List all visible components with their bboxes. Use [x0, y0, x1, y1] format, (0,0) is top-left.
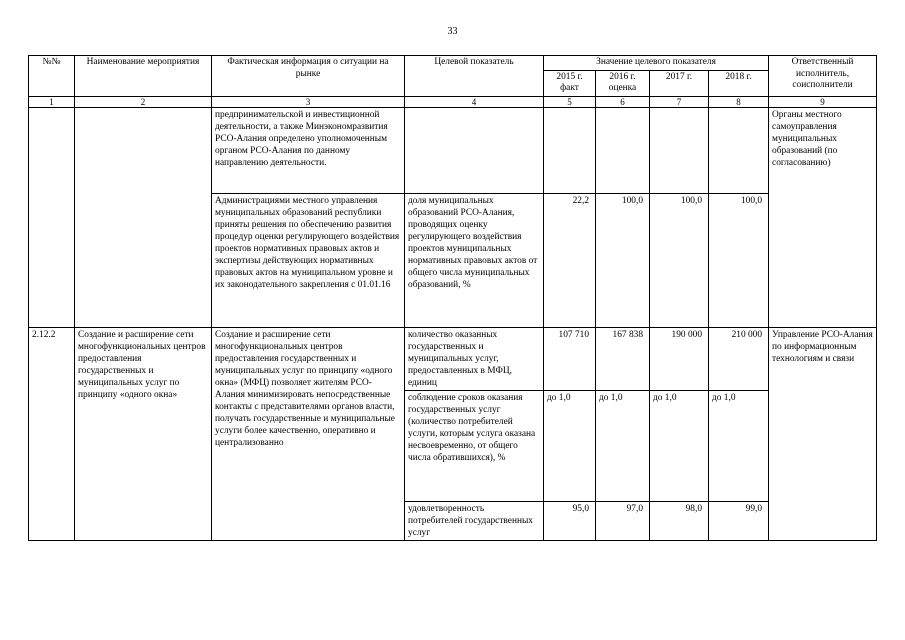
header-indicator: Целевой показатель — [405, 56, 544, 97]
header-2016: 2016 г. оценка — [596, 70, 650, 96]
cell-2015-satisfaction: 95,0 — [544, 501, 596, 540]
column-number: 3 — [212, 96, 405, 107]
measures-table — [28, 55, 877, 541]
cell-2017-empty — [650, 107, 709, 193]
measures-table-wrapper — [28, 55, 876, 560]
cell-responsible-2-12-2: Управление РСО-Алания по информационным технологиям и связи — [769, 327, 877, 540]
cell-num-2-12-2: 2.12.2 — [29, 327, 75, 540]
cell-2017-satisfaction: 98,0 — [650, 501, 709, 540]
cell-2017-municipal: 100,0 — [650, 193, 709, 327]
header-values-group: Значение целевого показателя — [544, 56, 769, 71]
header-2015: 2015 г. факт — [544, 70, 596, 96]
column-number: 1 — [29, 96, 75, 107]
header-info: Фактическая информация о ситуации на рынке — [212, 56, 405, 97]
column-number: 2 — [75, 96, 212, 107]
cell-responsible-municipal: Органы местного самоуправления муниципальных образований (по согласованию) — [769, 107, 877, 327]
cell-2018-satisfaction: 99,0 — [709, 501, 769, 540]
column-number: 4 — [405, 96, 544, 107]
cell-2017-deadlines: до 1,0 — [650, 390, 709, 501]
cell-name-2-12-2: Создание и расширение сети многофункциональных центров предоставления государственных и муниципальных услуг по принципу «одного окна» — [75, 327, 212, 540]
cell-2017-services-count: 190 000 — [650, 327, 709, 390]
cell-indicator-services-count: количество оказанных государственных и муниципальных услуг, предоставленных в МФЦ, единиц — [405, 327, 544, 390]
cell-2016-services-count: 167 838 — [596, 327, 650, 390]
header-responsible: Ответственный исполнитель, соисполнители — [769, 56, 877, 97]
cell-info-municipal: Администрациями местного управления муниципальных образований республики приняты решения по обеспечению развития процедур оценки регулирующего воздействия проектов нормативных правовых актов и экспертизы действующих нормативных правовых актов на муниципальном уровне и их законодательного закрепления с 01.01.16 — [212, 193, 405, 327]
cell-name-empty — [75, 107, 212, 327]
column-number: 7 — [650, 96, 709, 107]
cell-indicator-empty — [405, 107, 544, 193]
cell-2018-empty — [709, 107, 769, 193]
cell-2018-deadlines: до 1,0 — [709, 390, 769, 501]
cell-2016-satisfaction: 97,0 — [596, 501, 650, 540]
header-name: Наименование мероприятия — [75, 56, 212, 97]
column-number: 8 — [709, 96, 769, 107]
column-numbers-row — [29, 96, 877, 107]
column-number: 9 — [769, 96, 877, 107]
cell-info-2-12-2: Создание и расширение сети многофункциональных центров предоставления государственных и муниципальных услуг по принципу «одного окна» (МФЦ) позволяет жителям РСО-Алания минимизировать непосредственные контакты с представителями органов власти, получать государственные и муниципальные услуги более качественно, оперативно и централизованно — [212, 327, 405, 540]
cell-indicator-municipal: доля муниципальных образований РСО-Алания, проводящих оценку регулирующего воздействия проектов муниципальных нормативных правовых актов от общего числа муниципальных образований, % — [405, 193, 544, 327]
cell-num-empty — [29, 107, 75, 327]
cell-info-continuation: предпринимательской и инвестиционной деятельности, а также Минэкономразвития РСО-Алания определено уполномоченным органом РСО-Алания по данному направлению деятельности. — [212, 107, 405, 193]
cell-2015-services-count: 107 710 — [544, 327, 596, 390]
cell-2016-deadlines: до 1,0 — [596, 390, 650, 501]
column-number: 6 — [596, 96, 650, 107]
table-row-continuation — [29, 107, 877, 193]
cell-2016-empty — [596, 107, 650, 193]
cell-2016-municipal: 100,0 — [596, 193, 650, 327]
cell-2015-empty — [544, 107, 596, 193]
header-num: №№ — [29, 56, 75, 97]
cell-indicator-satisfaction: удовлетворенность потребителей государственных услуг — [405, 501, 544, 540]
column-number: 5 — [544, 96, 596, 107]
cell-2018-services-count: 210 000 — [709, 327, 769, 390]
cell-indicator-deadlines: соблюдение сроков оказания государственных услуг (количество потребителей услуги, которым услуга оказана несвоевременно, от общего числа обратившихся), % — [405, 390, 544, 501]
cell-2015-municipal: 22,2 — [544, 193, 596, 327]
page-number: 33 — [447, 26, 458, 37]
header-2017: 2017 г. — [650, 70, 709, 96]
cell-2018-municipal: 100,0 — [709, 193, 769, 327]
header-2018: 2018 г. — [709, 70, 769, 96]
table-row-2-12-2-a — [29, 327, 877, 390]
cell-2015-deadlines: до 1,0 — [544, 390, 596, 501]
